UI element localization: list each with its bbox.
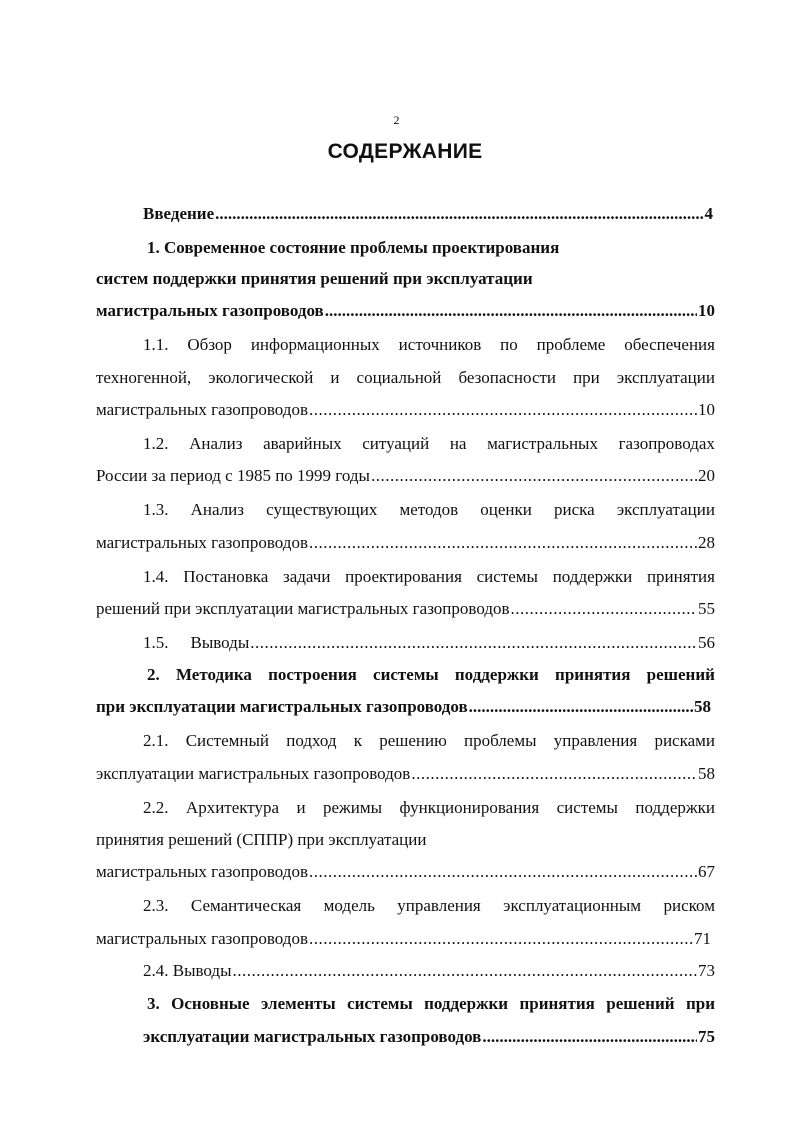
- toc-entry-title: эксплуатации магистральных газопроводов: [143, 1027, 482, 1046]
- word: решений: [646, 665, 715, 684]
- word: техногенной,: [96, 368, 192, 387]
- toc-section-2-3-line-2: [96, 928, 711, 950]
- toc-page-number: 75: [698, 1027, 715, 1046]
- toc-section-2-1-line-1: [143, 730, 715, 752]
- toc-entry-title: магистральных газопроводов: [96, 862, 308, 881]
- word: на: [449, 434, 467, 453]
- toc-page-number: 28: [698, 533, 715, 552]
- word: подход: [286, 731, 337, 750]
- word: принятия: [519, 994, 595, 1013]
- toc-chapter-3-line-2: [143, 1026, 715, 1048]
- word: проблемы: [463, 731, 537, 750]
- toc-section-1-3-line-2: [96, 532, 715, 554]
- word: поддержки: [635, 798, 715, 817]
- leader-dots: [411, 763, 697, 785]
- toc-section-1-1-line-1: [143, 334, 715, 356]
- leader-dots: [309, 861, 697, 883]
- toc-chapter-2-line-1: [147, 664, 715, 686]
- toc-chapter-1-line-1: 1. Современное состояние проблемы проектирования: [147, 238, 560, 257]
- toc-entry-title: магистральных газопроводов: [96, 929, 308, 948]
- toc-page-number: 10: [698, 301, 715, 320]
- leader-dots: [371, 465, 697, 487]
- toc-section-1-5: [143, 632, 715, 654]
- word: Методика: [175, 665, 252, 684]
- word: обеспечения: [624, 335, 715, 354]
- word: и: [330, 368, 340, 387]
- leader-dots: [482, 1026, 697, 1048]
- toc-section-2-3-line-1: [143, 895, 715, 917]
- word: управления: [553, 731, 638, 750]
- toc-entry-title: магистральных газопроводов: [96, 301, 324, 320]
- word: Обзор: [187, 335, 232, 354]
- word: эксплуатации: [616, 500, 715, 519]
- word: аварийных: [263, 434, 342, 453]
- word: проектирования: [345, 567, 462, 586]
- toc-entry-title: решений при эксплуатации магистральных газопроводов: [96, 599, 510, 618]
- word: проблеме: [536, 335, 606, 354]
- word: элементы: [261, 994, 336, 1013]
- word: рисками: [654, 731, 715, 750]
- toc-entry-title: Выводы: [190, 633, 250, 652]
- page-title: СОДЕРЖАНИЕ: [327, 140, 483, 163]
- leader-dots: [233, 960, 697, 982]
- leader-dots: [469, 696, 693, 718]
- word: Постановка: [183, 567, 269, 586]
- section-number: 1.3.: [143, 500, 169, 519]
- chapter-number: 2.: [147, 665, 160, 684]
- word: системы: [476, 567, 538, 586]
- word: методов: [399, 500, 459, 519]
- word: по: [500, 335, 518, 354]
- word: эксплуатации: [616, 368, 715, 387]
- toc-page-number: 58: [694, 697, 711, 716]
- word: оценки: [480, 500, 532, 519]
- word: принятия: [555, 665, 631, 684]
- leader-dots: [309, 532, 697, 554]
- section-number: 2.3.: [143, 896, 169, 915]
- word: управления: [397, 896, 481, 915]
- leader-dots: [250, 632, 697, 654]
- word: ситуаций: [362, 434, 430, 453]
- word: к: [353, 731, 362, 750]
- toc-page-number: 56: [698, 633, 715, 652]
- toc-entry-title: магистральных газопроводов: [96, 533, 308, 552]
- toc-section-1-1-line-3: [96, 399, 715, 421]
- word: существующих: [266, 500, 378, 519]
- word: решению: [379, 731, 447, 750]
- leader-dots: [511, 598, 697, 620]
- word: принятия: [646, 567, 715, 586]
- toc-entry-title: магистральных газопроводов: [96, 400, 308, 419]
- word: риска: [554, 500, 595, 519]
- word: при: [685, 994, 715, 1013]
- toc-page-number: 20: [698, 466, 715, 485]
- word: системы: [373, 665, 439, 684]
- toc-page-number: 71: [694, 929, 711, 948]
- toc-entry-title: 2.4. Выводы: [143, 961, 232, 980]
- word: задачи: [283, 567, 331, 586]
- toc-entry-title: эксплуатации магистральных газопроводов: [96, 764, 411, 783]
- toc-entry-title: Введение: [143, 204, 215, 223]
- leader-dots: [325, 300, 697, 322]
- toc-section-2-2-line-2: принятия решений (СППР) при эксплуатации: [96, 830, 427, 849]
- toc-page-number: 73: [698, 961, 715, 980]
- toc-chapter-3-line-1: [147, 993, 715, 1015]
- toc-section-2-2-line-3: [96, 861, 715, 883]
- word: поддержки: [454, 665, 539, 684]
- word: функционирования: [399, 798, 540, 817]
- toc-page-number: 4: [704, 204, 713, 223]
- toc-entry-intro: [143, 203, 713, 225]
- toc-chapter-1-line-2: систем поддержки принятия решений при эксплуатации: [96, 269, 533, 288]
- word: социальной: [356, 368, 442, 387]
- toc-section-2-4: [143, 960, 715, 982]
- word: источников: [398, 335, 482, 354]
- word: магистральных: [487, 434, 598, 453]
- toc-entry-title: России за период с 1985 по 1999 годы: [96, 466, 370, 485]
- toc-entry-title: при эксплуатации магистральных газопроводов: [96, 697, 468, 716]
- word: поддержки: [552, 567, 633, 586]
- word: риском: [663, 896, 715, 915]
- section-number: 2.1.: [143, 731, 169, 750]
- word: информационных: [250, 335, 380, 354]
- toc-chapter-1-line-3: [96, 300, 715, 322]
- toc-section-1-4-line-2: [96, 598, 715, 620]
- toc-page-number: 67: [698, 862, 715, 881]
- word: при: [573, 368, 600, 387]
- word: Системный: [185, 731, 270, 750]
- chapter-number: 3.: [147, 994, 160, 1013]
- word: решений: [606, 994, 675, 1013]
- word: Архитектура: [185, 798, 280, 817]
- page-number: 2: [393, 113, 400, 127]
- toc-page-number: 55: [698, 599, 715, 618]
- section-number: 1.2.: [143, 434, 169, 453]
- toc-section-2-2-line-1: [143, 797, 715, 819]
- word: системы: [347, 994, 413, 1013]
- section-number: 1.4.: [143, 567, 169, 586]
- word: построения: [268, 665, 357, 684]
- section-number: 2.2.: [143, 798, 169, 817]
- toc-page-number: 58: [698, 764, 715, 783]
- section-number: 1.5.: [143, 633, 169, 652]
- word: экологической: [208, 368, 314, 387]
- toc-section-1-4-line-1: [143, 566, 715, 588]
- leader-dots: [309, 399, 697, 421]
- word: поддержки: [424, 994, 509, 1013]
- toc-section-1-1-line-2: [96, 367, 715, 389]
- toc-page-number: 10: [698, 400, 715, 419]
- leader-dots: [309, 928, 693, 950]
- word: Основные: [171, 994, 250, 1013]
- section-number: 1.1.: [143, 335, 169, 354]
- word: системы: [556, 798, 618, 817]
- toc-section-2-1-line-2: [96, 763, 715, 785]
- word: эксплуатационным: [503, 896, 642, 915]
- word: Семантическая: [190, 896, 302, 915]
- word: режимы: [323, 798, 383, 817]
- toc-section-1-2-line-2: [96, 465, 715, 487]
- word: и: [296, 798, 306, 817]
- toc-chapter-2-line-2: [96, 696, 711, 718]
- word: Анализ: [190, 500, 244, 519]
- word: газопроводах: [618, 434, 715, 453]
- word: безопасности: [458, 368, 557, 387]
- leader-dots: [215, 203, 703, 225]
- word: Анализ: [189, 434, 243, 453]
- toc-section-1-3-line-1: [143, 499, 715, 521]
- word: модель: [323, 896, 375, 915]
- toc-section-1-2-line-1: [143, 433, 715, 455]
